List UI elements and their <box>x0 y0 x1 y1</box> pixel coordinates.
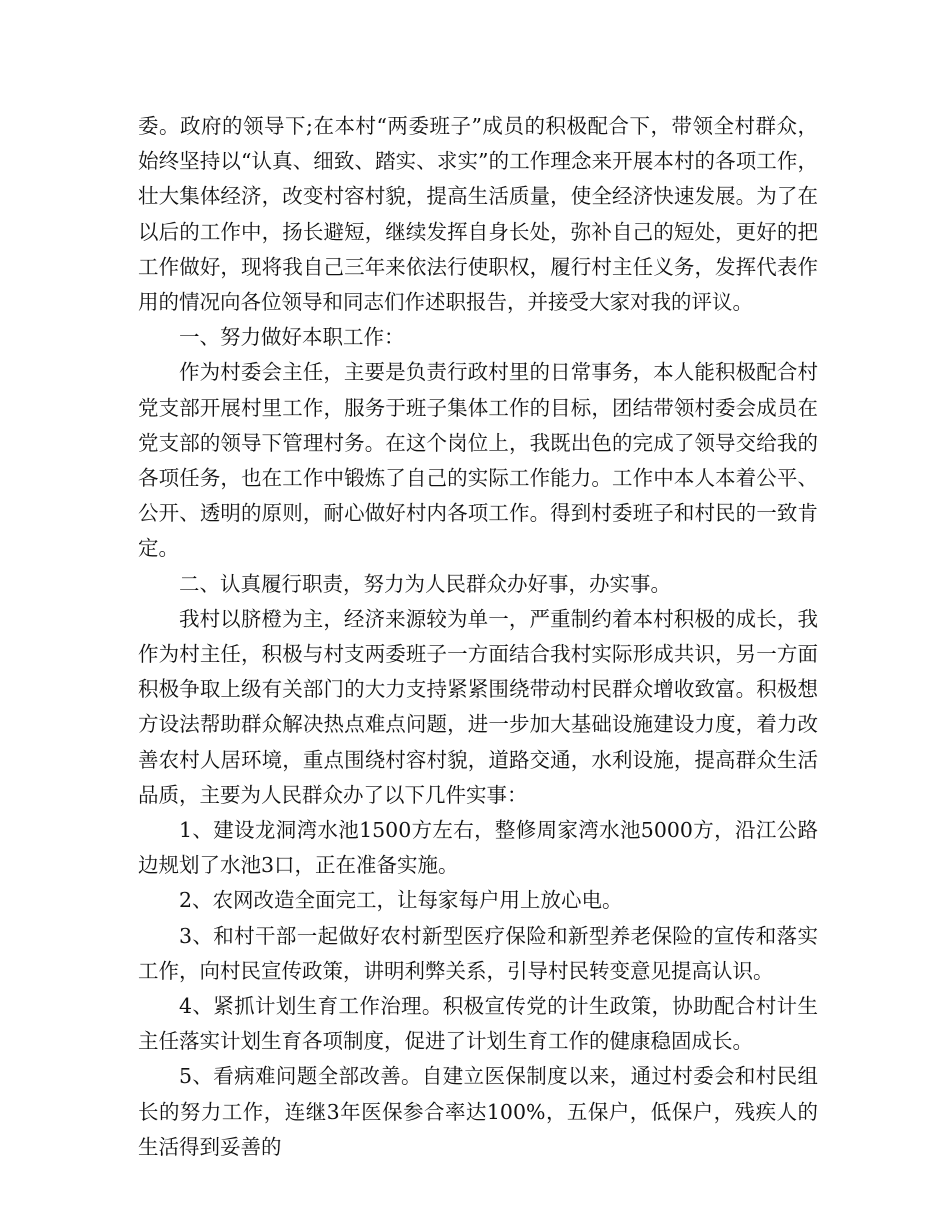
document-body <box>138 109 818 1165</box>
list-item: 5、看病难问题全部改善。自建立医保制度以来，通过村委会和村民组长的努力工作，连继3年医保参合率达100%，五保户，低保户，残疾人的生活得到妥善的 <box>138 1064 818 1159</box>
list-item: 3、和村干部一起做好农村新型医疗保险和新型养老保险的宣传和落实工作，向村民宣传政策，讲明利弊关系，引导村民转变意见提高认识。 <box>138 923 818 983</box>
list-item: 4、紧抓计划生育工作治理。积极宣传党的计生政策，协助配合村计生主任落实计划生育各项制度，促进了计划生育工作的健康稳固成长。 <box>138 994 818 1054</box>
section-heading-2: 二、认真履行职责，努力为人民群众办好事，办实事。 <box>179 571 671 596</box>
list-item: 2、农网改造全面完工，让每家每户用上放心电。 <box>179 888 623 913</box>
list-item: 1、建设龙洞湾水池1500方左右，整修周家湾水池5000方，沿江公路边规划了水池3口，正在准备实施。 <box>138 818 818 878</box>
paragraph: 作为村委会主任，主要是负责行政村里的日常事务，本人能积极配合村党支部开展村里工作，服务于班子集体工作的目标，团结带领村委会成员在党支部的领导下管理村务。在这个岗位上，我既出色的完成了领导交给我的各项任务，也在工作中锻炼了自己的实际工作能力。工作中本人本着公平、公开、透明的原则，耐心做好村内各项工作。得到村委班子和村民的一致肯定。 <box>138 360 818 561</box>
paragraph-continuation: 委。政府的领导下;在本村“两委班子”成员的积极配合下，带领全村群众，始终坚持以“认真、细致、踏实、求实”的工作理念来开展本村的各项工作，壮大集体经济，改变村容村貌，提高生活质量，使全经济快速发展。为了在以后的工作中，扬长避短，继续发挥自身长处，弥补自己的短处，更好的把工作做好，现将我自己三年来依法行使职权，履行村主任义务，发挥代表作用的情况向各位领导和同志们作述职报告，并接受大家对我的评议。 <box>138 114 818 315</box>
paragraph: 我村以脐橙为主，经济来源较为单一，严重制约着本村积极的成长，我作为村主任，积极与村支两委班子一方面结合我村实际形成共识，另一方面积极争取上级有关部门的大力支持紧紧围绕带动村民群众增收致富。积极想方设法帮助群众解决热点难点问题，进一步加大基础设施建设力度，着力改善农村人居环境，重点围绕村容村貌，道路交通，水利设施，提高群众生活品质，主要为人民群众办了以下几件实事： <box>138 606 818 807</box>
section-heading-1: 一、努力做好本职工作： <box>179 325 405 350</box>
